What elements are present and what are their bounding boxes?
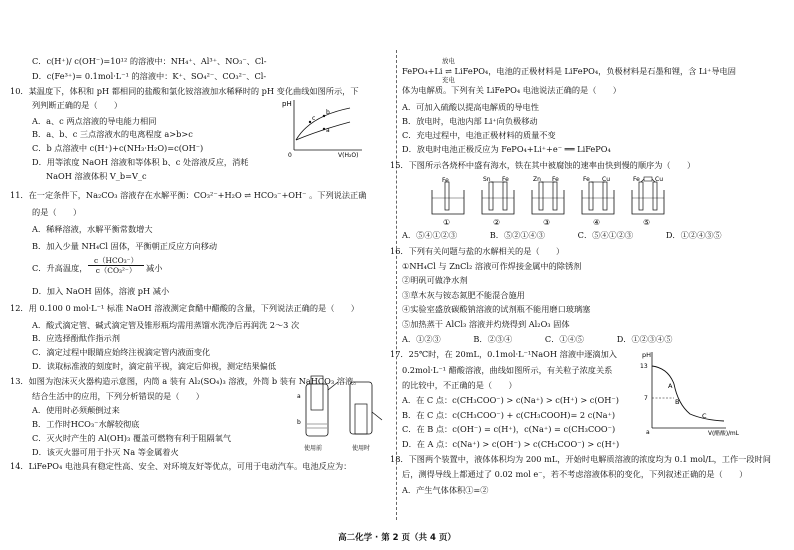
- q10-stem-cont: 列判断正确的是（ ）: [32, 100, 123, 110]
- q10-option-c: C．b 点溶液中 c(H⁺)+c(NH₃·H₂O)=c(OH⁻): [32, 143, 204, 153]
- label-a: a: [297, 393, 301, 400]
- q17-stem-cont: 0.2mol·L⁻¹ 醋酸溶液，曲线如图所示，有关粒子浓度关系: [402, 365, 613, 375]
- q13-stem: 13．如图为泡沫灭火器构造示意图，内筒 a 装有 Al₂(SO₄)₃ 溶液，外筒 b 装有 NaHCO₃ 溶液。: [10, 376, 362, 386]
- electrode-sn: Sn: [483, 176, 491, 183]
- y-axis-label: pH: [282, 100, 292, 108]
- q16-item-1: ①NH₄Cl 与 ZnCl₂ 溶液可作焊接金属中的除锈剂: [402, 261, 582, 271]
- q14-option-d: D．放电时电池正极反应为 FePO₄+Li⁺+e⁻ ══ LiFePO₄: [402, 144, 611, 154]
- q13-extinguisher-figure: [294, 368, 386, 454]
- q14-option-c: C．充电过程中，电池正极材料的质量不变: [402, 130, 556, 140]
- label-c: c: [312, 115, 316, 122]
- beaker-2: [482, 176, 514, 227]
- point-b: [323, 115, 325, 117]
- label-b: b: [326, 109, 330, 116]
- q11-option-a: A．稀释溶液，水解平衡常数增大: [32, 224, 153, 234]
- q11-stem: 11．在一定条件下，Na₂CO₃ 溶液存在水解平衡：CO₃²⁻+H₂O ⇌ HCO₃⁻+OH⁻ 。下列说法正确: [10, 190, 367, 200]
- point-c: [309, 121, 311, 123]
- fraction-denominator: c（CO₃²⁻）: [88, 265, 144, 274]
- q16-item-2: ②明矾可做净水剂: [402, 275, 468, 285]
- label-3: ③: [543, 218, 551, 227]
- origin-label: 0: [288, 152, 292, 158]
- point-a-label: A: [668, 382, 673, 390]
- x-axis-label: V(醋酸)/mL: [708, 431, 739, 436]
- label-a: a: [326, 127, 330, 134]
- column-divider: [396, 50, 397, 520]
- discharge-label: 放电: [442, 57, 455, 65]
- q14-stem: 14．LiFePO₄ 电池具有稳定性高、安全、对环境友好等优点，可用于电动汽车。电池反应为：: [10, 461, 352, 471]
- label-2: ②: [493, 218, 501, 227]
- caption-before: 使用前: [304, 445, 323, 452]
- curve-lower: [296, 122, 350, 140]
- q10-option-a: A．a、c 两点溶液的导电能力相同: [32, 116, 157, 126]
- electrode-fe: Fe: [633, 176, 640, 183]
- q18-option-a: A．产生气体体积①=②: [402, 485, 489, 495]
- label-1: ①: [443, 218, 451, 227]
- ytick-13: 13: [640, 363, 648, 370]
- q12-option-a: A．酸式滴定管、碱式滴定管及锥形瓶均需用蒸馏水洗净后再润洗 2～3 次: [32, 320, 300, 330]
- q17-option-d: D．在 A 点：c(Na⁺) > c(OH⁻) > c(CH₃COO⁻) > c(H⁺): [402, 439, 620, 449]
- q14-equation-line: FePO₄+Li ⇌ LiFePO₄，电池的正极材料是 LiFePO₄，负极材料是石墨和锂，含 Li⁺导电固: [402, 66, 736, 76]
- label-b: b: [297, 419, 301, 426]
- q12-option-b: B．应选择酚酞作指示剂: [32, 333, 120, 343]
- q11-option-d: D．加入 NaOH 固体，溶液 pH 减小: [32, 286, 170, 296]
- q11-option-b: B．加入少量 NH₄Cl 固体，平衡朝正反应方向移动: [32, 241, 218, 251]
- q16-item-5: ⑤加热蒸干 AlCl₃ 溶液并灼烧得到 Al₂O₃ 固体: [402, 319, 570, 329]
- page-footer: 高二化学 · 第 2 页（共 4 页）: [338, 533, 456, 543]
- beaker-3: [532, 176, 564, 227]
- q18-stem: 18．下图两个装置中，液体体积均为 200 mL，开始时电解质溶液的浓度均为 0.1 mol/L，工作一段时间: [390, 454, 771, 464]
- caption-after: 使用时: [352, 445, 371, 452]
- q15-options: A．⑤④①②③ B．⑤②①④③ C．⑤④①②③ D．①②④③⑤: [402, 230, 722, 240]
- q15-beakers-figure: [426, 176, 676, 228]
- q16-stem: 16．下列有关问题与盐的水解相关的是（ ）: [390, 246, 565, 256]
- electrode-cu: Cu: [655, 176, 663, 183]
- electrode-fe: Fe: [583, 176, 590, 183]
- q17-stem: 17．25℃时，在 20mL，0.1mol·L⁻¹NaOH 溶液中逐滴加入: [390, 349, 617, 359]
- q13-option-a: A．使用时必须颠倒过来: [32, 405, 120, 415]
- point-c-label: C: [702, 412, 707, 420]
- q16-item-4: ④实验室盛放碳酸钠溶液的试剂瓶不能用磨口玻璃塞: [402, 304, 591, 314]
- q13-option-b: B．工作时HCO₃⁻水解较彻底: [32, 419, 140, 429]
- q17-option-b: B．在 C 点：c(CH₃COO⁻) + c(CH₃COOH)= 2 c(Na⁺): [402, 410, 616, 420]
- q12-option-d: D．读取标准液的刻度时，滴定前平视，滴定后仰视，测定结果偏低: [32, 361, 277, 371]
- q11-fraction: [88, 257, 144, 275]
- point-b-label: B: [675, 398, 680, 406]
- q11-option-c: C．升高温度，: [32, 263, 88, 273]
- q15-stem: 15．下图所示各烧杯中盛有海水，铁在其中被腐蚀的速率由快到慢的顺序为（ ）: [390, 160, 696, 170]
- q17-option-c: C．在 B 点：c(OH⁻) = c(H⁺)，c(Na⁺) = c(CH₃COO⁻): [402, 424, 616, 434]
- q17-titration-graph: [634, 348, 758, 436]
- outer-cylinder-after: [350, 382, 372, 434]
- q13-option-c: C．灭火时产生的 Al(OH)₃ 覆盖可燃物有利于阻隔氧气: [32, 433, 232, 443]
- q10-option-d: D．用等浓度 NaOH 溶液和等体积 b、c 处溶液反应，消耗: [32, 157, 249, 167]
- q12-stem: 12．用 0.100 0 mol·L⁻¹ 标准 NaOH 溶液测定食醋中醋酸的含量，下列说法正确的是（ ）: [10, 303, 359, 313]
- q11-option-c-tail: 减小: [146, 263, 163, 273]
- label-4: ④: [593, 218, 601, 227]
- q12-option-c: C．滴定过程中眼睛应始终注视滴定管内液面变化: [32, 347, 211, 357]
- q18-stem-cont: 后，测得导线上都通过了 0.02 mol e⁻，若不考虑溶液体积的变化，下列叙述正确的是（ ）: [402, 469, 748, 479]
- q10-option-d-cont: NaOH 溶液体积 V_b=V_c: [46, 171, 147, 181]
- beaker-4: [582, 176, 614, 227]
- beaker-5: [632, 176, 664, 227]
- beaker-1: [432, 177, 464, 227]
- x-axis-label: V(H₂O): [338, 152, 359, 158]
- q11-stem-cont: 的是（ ）: [32, 207, 82, 217]
- electrode-fe: Fe: [552, 176, 559, 183]
- battery-symbol: [644, 177, 652, 181]
- q9-option-d: D．c(Fe³⁺)= 0.1mol·L⁻¹ 的溶液中：K⁺、SO₄²⁻、CO₃²⁻、Cl-: [32, 71, 267, 81]
- y-axis-label: pH: [642, 351, 652, 359]
- q10-stem: 10．某温度下，体积和 pH 都相同的盐酸和氯化铵溶液加水稀释时的 pH 变化曲线如图所示，下: [10, 86, 359, 96]
- ytick-7: 7: [644, 395, 648, 402]
- q14-option-b: B．放电时，电池内部 Li⁺向负极移动: [402, 116, 538, 126]
- q9-option-c: C．c(H⁺)/ c(OH⁻)=10¹² 的溶液中：NH₄⁺、Al³⁺、NO₃⁻、Cl-: [32, 56, 267, 66]
- titration-curve: [652, 366, 724, 421]
- point-a: [323, 128, 325, 130]
- q10-ph-dilution-graph: [280, 96, 366, 158]
- q17-stem-cont2: 的比较中，不正确的是（ ）: [402, 380, 517, 390]
- q13-stem-cont: 结合生活中的应用，下列分析错误的是（ ）: [32, 391, 204, 401]
- left-column: [10, 0, 390, 520]
- inner-cylinder-after: [355, 404, 367, 434]
- inner-cylinder-before: [311, 376, 323, 410]
- electrode-zn: Zn: [533, 176, 541, 183]
- q14-option-a: A．可加入硫酸以提高电解质的导电性: [402, 102, 539, 112]
- q13-option-d: D．该灭火器可用于扑灭 Na 等金属着火: [32, 447, 179, 457]
- q10-option-b: B．a、b、c 三点溶液水的电离程度 a>b>c: [32, 129, 193, 139]
- q14-stem-cont: 体为电解质。下列有关 LiFePO₄ 电池说法正确的是（ ）: [402, 85, 621, 95]
- q17-option-a: A．在 C 点：c(CH₃COO⁻) > c(Na⁺) > c(H⁺) > c(OH⁻): [402, 395, 619, 405]
- electrode-fe: Fe: [502, 176, 509, 183]
- q16-item-3: ③草木灰与铵态氮肥不能混合施用: [402, 290, 525, 300]
- fraction-numerator: c（HCO₃⁻）: [94, 256, 138, 265]
- q16-options: A．①②③ B．②③④ C．①④⑤ D．①②③④⑤: [402, 334, 673, 344]
- label-5: ⑤: [643, 218, 651, 227]
- right-column: [390, 0, 771, 520]
- electrode-fe: Fe: [442, 177, 449, 184]
- origin-label: a: [646, 429, 650, 436]
- electrode-cu: Cu: [602, 176, 610, 183]
- charge-label: 充电: [442, 76, 455, 84]
